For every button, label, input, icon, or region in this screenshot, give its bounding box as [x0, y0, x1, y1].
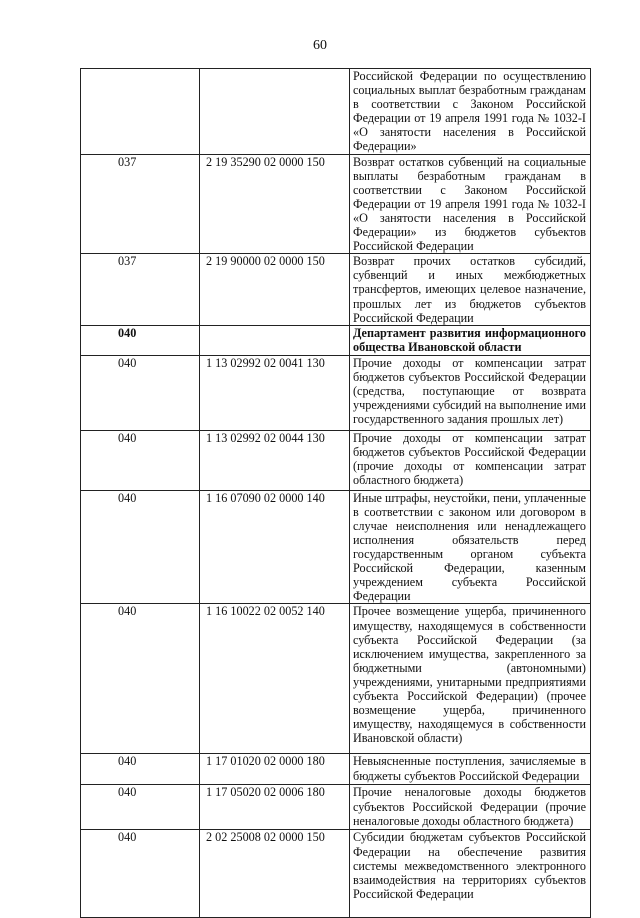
admin-code-cell: 040: [81, 754, 200, 785]
revenue-name-cell: Прочие доходы от компенсации затрат бюджетов субъектов Российской Федерации (средства, поступающие от возврата учреждениями субсидий на выполнение ими государственного задания прошлых лет): [350, 355, 591, 430]
revenue-name-cell: Возврат остатков субвенций на социальные выплаты безработным гражданам в соответствии с Законом Российской Федерации от 19 апреля 1991 года № 1032-I «О занятости населения в Российской Федерации» из бюджетов субъектов Российской Федерации: [350, 154, 591, 254]
admin-code-cell: 040: [81, 490, 200, 604]
revenue-code-cell: 1 16 07090 02 0000 140: [200, 490, 350, 604]
table-row: [81, 490, 591, 604]
admin-code-cell: 040: [81, 325, 200, 355]
admin-code-cell: [81, 69, 200, 155]
revenue-code-cell: 1 17 01020 02 0000 180: [200, 754, 350, 785]
revenue-code-cell: 2 02 25008 02 0000 150: [200, 830, 350, 918]
admin-code-cell: 040: [81, 604, 200, 754]
revenue-code-cell: [200, 69, 350, 155]
revenue-codes-table: [80, 68, 591, 918]
revenue-name-cell: Возврат прочих остатков субсидий, субвенций и иных межбюджетных трансфертов, имеющих целевое назначение, прошлых лет из бюджетов субъектов Российской Федерации: [350, 254, 591, 325]
revenue-name-cell: Прочие доходы от компенсации затрат бюджетов субъектов Российской Федерации (прочие доходы от компенсации затрат областного бюджета): [350, 430, 591, 490]
department-header-row: [81, 325, 591, 355]
revenue-code-cell: 1 17 05020 02 0006 180: [200, 785, 350, 830]
revenue-code-cell: 2 19 90000 02 0000 150: [200, 254, 350, 325]
admin-code-cell: 040: [81, 355, 200, 430]
revenue-name-cell: Российской Федерации по осуществлению социальных выплат безработным гражданам в соответствии с Законом Российской Федерации от 19 апреля 1991 года № 1032-I «О занятости населения в Российской Федерации»: [350, 69, 591, 155]
admin-code-cell: 040: [81, 785, 200, 830]
revenue-code-cell: 2 19 35290 02 0000 150: [200, 154, 350, 254]
revenue-name-cell: Прочее возмещение ущерба, причиненного имуществу, находящемуся в собственности субъекта Российской Федерации (за исключением имущества, закрепленного за бюджетными (автономными) учреждениями, унитарными предприятиями субъекта Российской Федерации) (прочее возмещение ущерба, причиненного имуществу, находящемуся в собственности Ивановской области): [350, 604, 591, 754]
table-row: [81, 355, 591, 430]
table-row: [81, 69, 591, 155]
admin-code-cell: 040: [81, 830, 200, 918]
table-row: [81, 754, 591, 785]
page-number: 60: [313, 38, 327, 53]
revenue-code-cell: 1 16 10022 02 0052 140: [200, 604, 350, 754]
revenue-code-cell: [200, 325, 350, 355]
revenue-code-cell: 1 13 02992 02 0041 130: [200, 355, 350, 430]
admin-code-cell: 037: [81, 154, 200, 254]
department-name-cell: Департамент развития информационного общества Ивановской области: [350, 325, 591, 355]
revenue-code-cell: 1 13 02992 02 0044 130: [200, 430, 350, 490]
revenue-name-cell: Субсидии бюджетам субъектов Российской Федерации на обеспечение развития системы межведомственного электронного взаимодействия на территориях субъектов Российской Федерации: [350, 830, 591, 918]
admin-code-cell: 037: [81, 254, 200, 325]
table-row: [81, 785, 591, 830]
revenue-name-cell: Иные штрафы, неустойки, пени, уплаченные в соответствии с законом или договором в случае неисполнения или ненадлежащего исполнения обязательств перед государственным органом субъекта Российской Федерации, казенным учреждением субъекта Российской Федерации: [350, 490, 591, 604]
revenue-name-cell: Прочие неналоговые доходы бюджетов субъектов Российской Федерации (прочие неналоговые доходы областного бюджета): [350, 785, 591, 830]
table-row: [81, 604, 591, 754]
table-row: [81, 154, 591, 254]
table-row: [81, 254, 591, 325]
revenue-name-cell: Невыясненные поступления, зачисляемые в бюджеты субъектов Российской Федерации: [350, 754, 591, 785]
table-row: [81, 430, 591, 490]
admin-code-cell: 040: [81, 430, 200, 490]
